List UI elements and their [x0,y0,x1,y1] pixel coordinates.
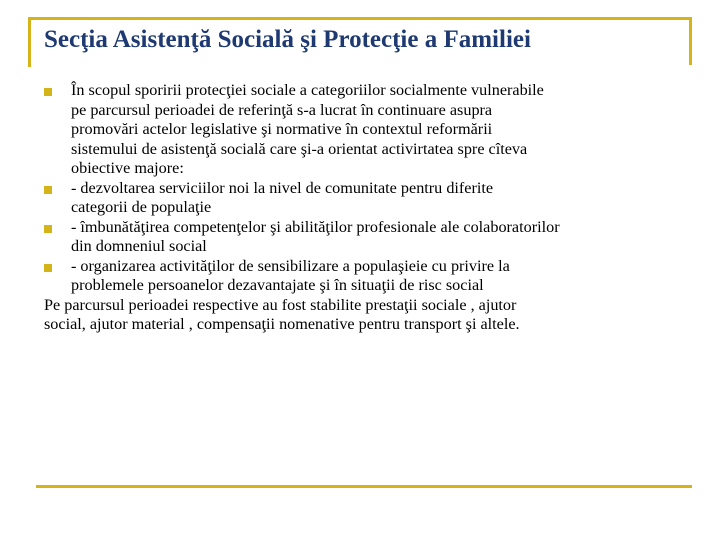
closing-paragraph [44,296,694,335]
square-bullet-icon [44,264,52,272]
square-bullet-icon [44,88,52,96]
bullet-paragraph-3 [44,218,694,257]
bullet-paragraph-2 [44,179,694,218]
bullet-paragraph-4 [44,257,694,296]
text-line: categorii de populaţie [71,198,212,216]
square-bullet-icon [44,225,52,233]
text-line: În scopul sporirii protecţiei sociale a categoriilor socialmente vulnerabile [71,81,544,99]
text-line: pe parcursul perioadei de referinţă s-a lucrat în continuare asupra [71,100,493,119]
bullet-paragraph-1 [44,81,694,179]
text-line: - organizarea activităţilor de sensibilizare a populaşieie cu privire la [71,256,510,275]
frame-left-rule [28,17,31,67]
square-bullet-icon [44,186,52,194]
text-line: social, ajutor material , compensaţii nomenative pentru transport şi altele. [44,315,520,333]
slide-body [44,81,694,335]
frame-right-rule [689,17,692,65]
text-line: Pe parcursul perioadei respective au fost stabilite prestaţii sociale , ajutor [44,295,517,314]
text-line: promovări actelor legislative şi normative în contextul reformării [71,120,493,138]
text-line: sistemului de asistenţă socială care şi-a orientat activirtatea spre cîteva [71,139,528,158]
text-line: din domneniul social [71,237,207,255]
text-line: - îmbunătăţirea competenţelor şi abilităţilor profesionale ale colaboratorilor [71,217,560,236]
frame-top-rule [28,17,692,20]
frame-bottom-rule [36,485,692,488]
text-line: problemele persoanelor dezavantajate şi în situaţii de risc social [71,276,484,294]
text-line: obiective majore: [71,159,184,177]
slide-title: Secţia Asistenţă Socială şi Protecţie a Familiei [44,26,531,53]
text-line: - dezvoltarea serviciilor noi la nivel de comunitate pentru diferite [71,178,494,197]
